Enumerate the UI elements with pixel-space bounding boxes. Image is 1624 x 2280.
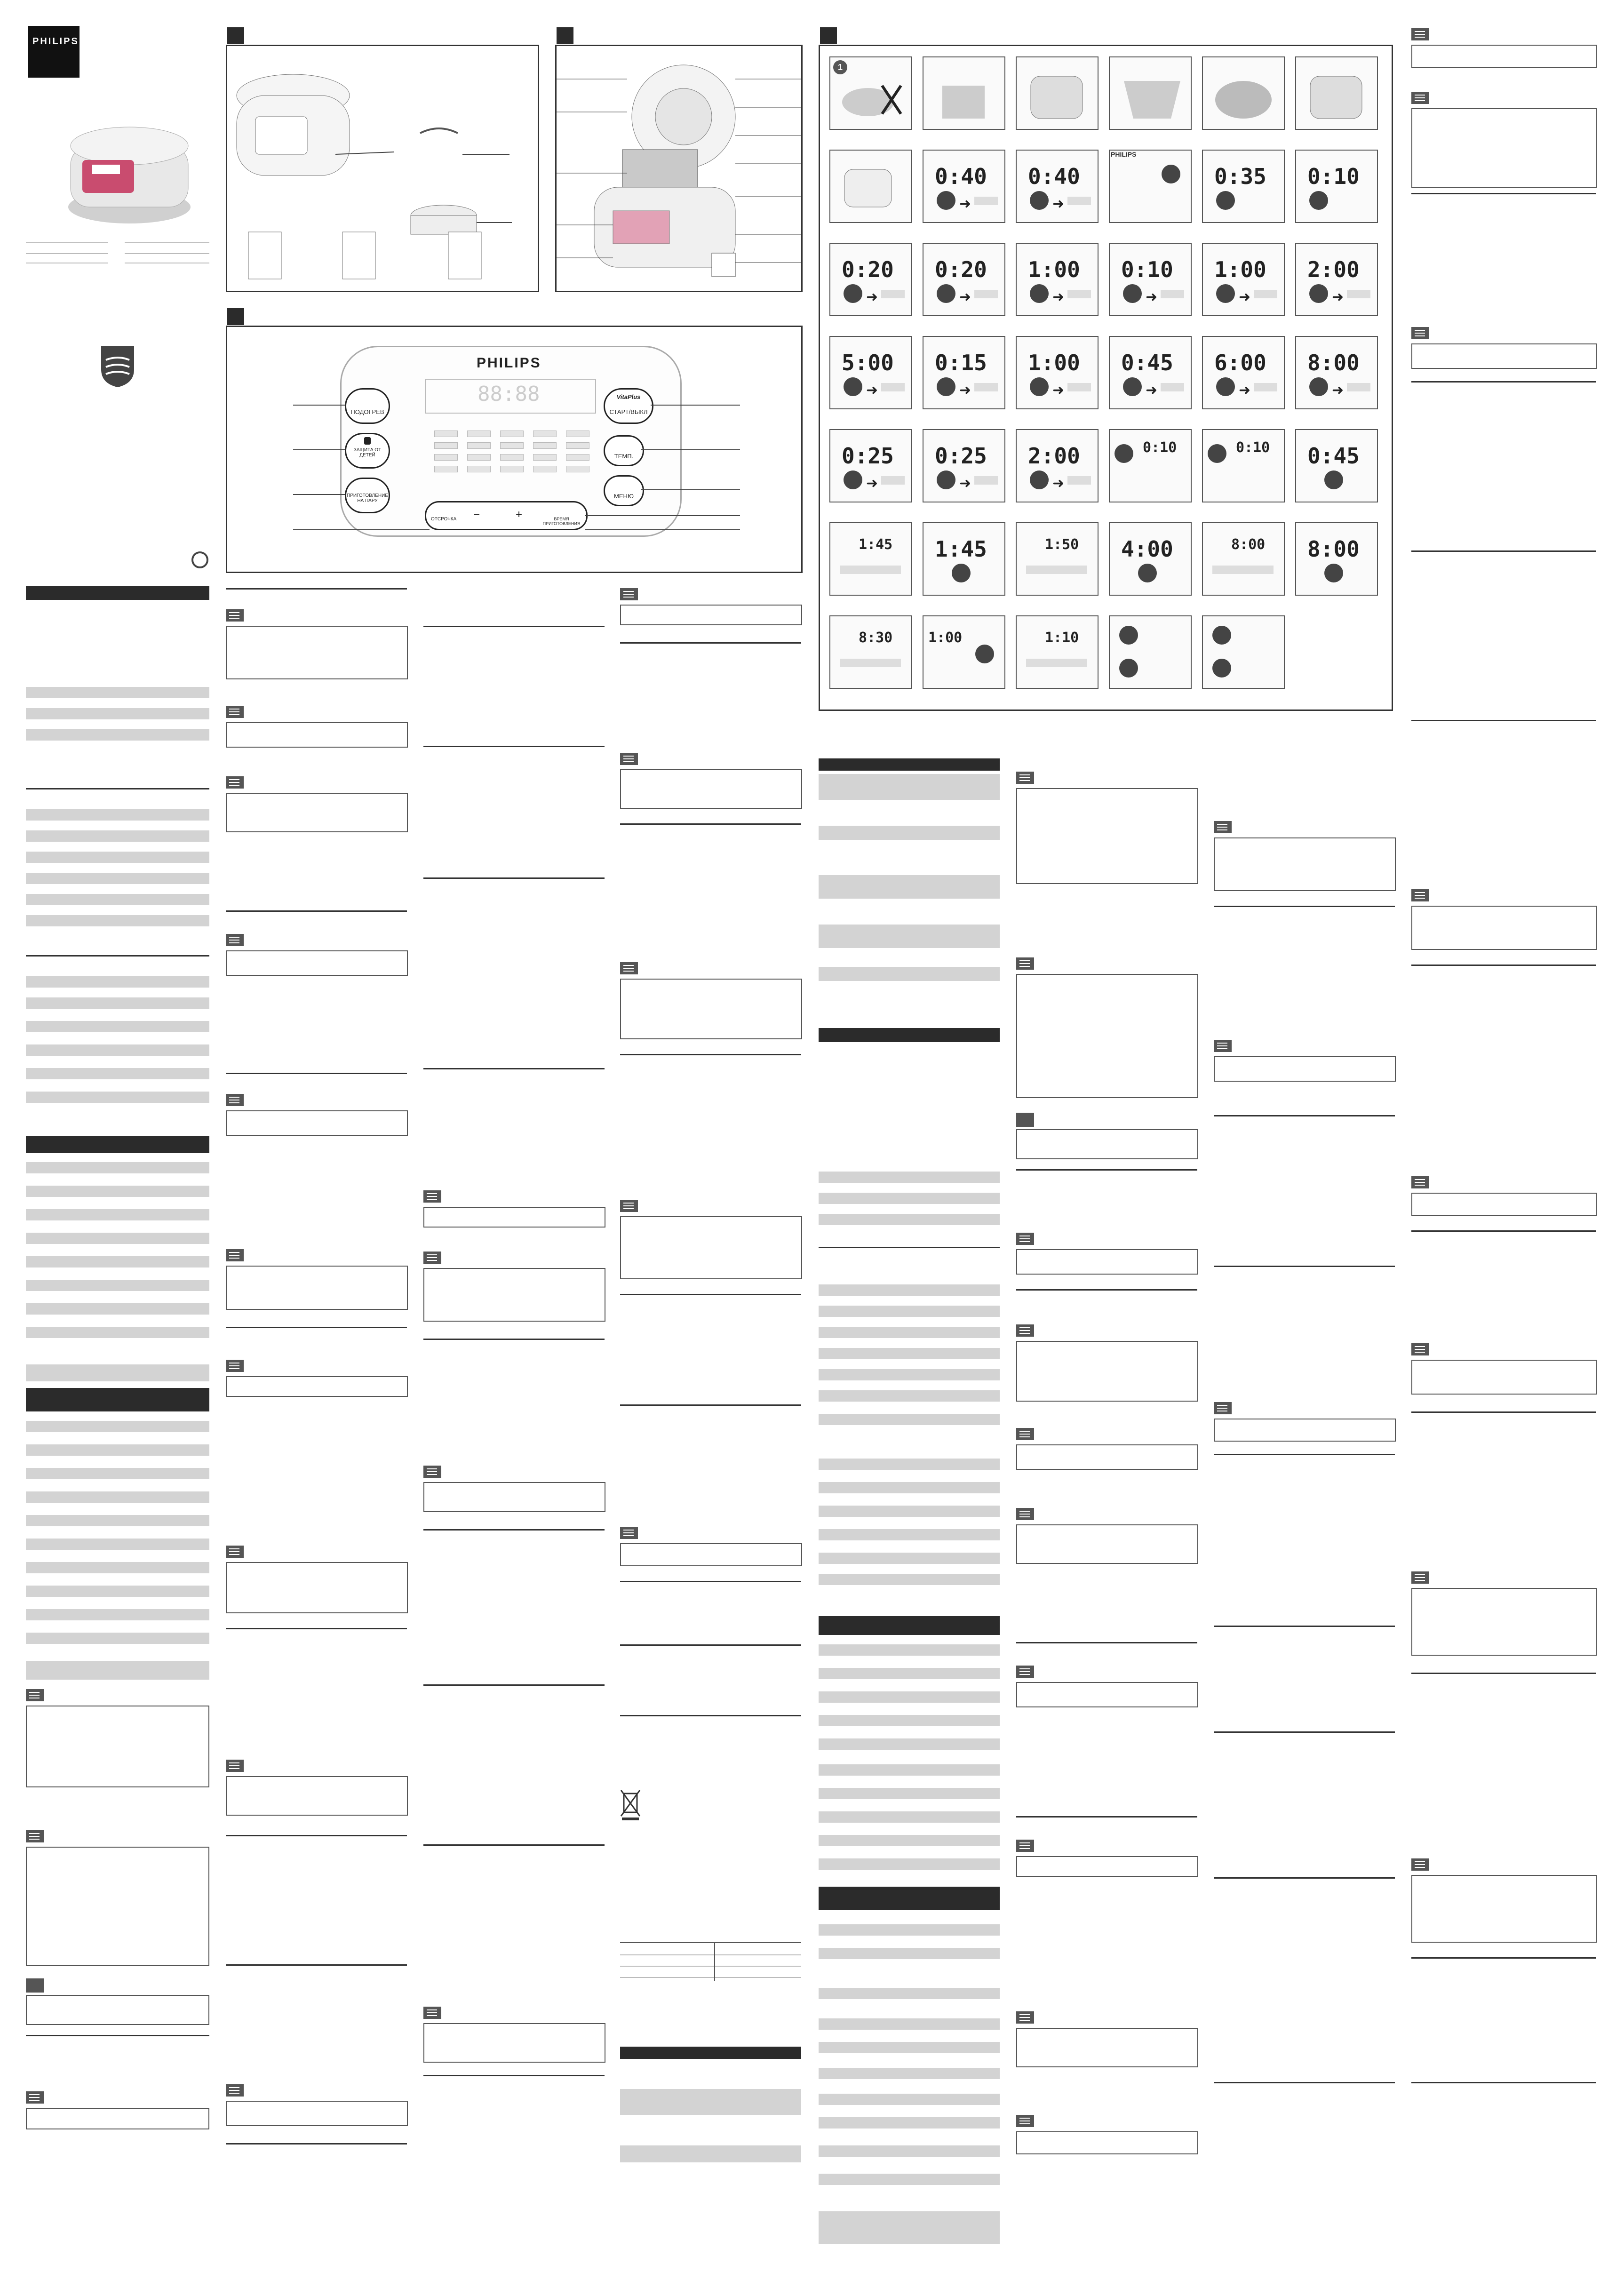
step-time: 5:00	[842, 350, 894, 375]
step-figure: 0:10 ➜	[1109, 243, 1192, 316]
steam-label: ПРИГОТОВЛЕНИЕ НА ПАРУ	[347, 493, 388, 503]
step-time: 1:00	[1028, 257, 1080, 282]
step-time: 1:00	[1214, 257, 1266, 282]
step-time: 4:00	[1121, 536, 1173, 562]
step-time: 0:40	[1028, 164, 1080, 189]
cover-column	[26, 0, 209, 2280]
step-time: 0:25	[935, 443, 987, 469]
step-time: 0:35	[1214, 164, 1266, 189]
snowflake-icon	[26, 1978, 44, 1993]
step-figure: 0:15 ➜	[923, 336, 1005, 409]
step-time: 0:45	[1307, 443, 1360, 469]
column-six	[1016, 0, 1197, 2280]
step-time: 1:00	[1028, 350, 1080, 375]
panel-brand: PHILIPS	[477, 355, 541, 371]
recycle-icon	[191, 550, 209, 569]
step-brand: PHILIPS	[1111, 151, 1137, 158]
step-time: 8:00	[1307, 350, 1360, 375]
step-time: 1:50	[1045, 536, 1079, 553]
step-time: 1:10	[1045, 630, 1079, 646]
step-time: 0:10	[1307, 164, 1360, 189]
panel-display-digits: 88:88	[478, 382, 540, 406]
step-figure: 0:45 ➜	[1109, 336, 1192, 409]
warm-label: ПОДОГРЕВ	[350, 408, 384, 415]
delay-label: ОТСРОЧКА	[431, 517, 457, 522]
vitaplus-logo: VitaPlus	[616, 393, 641, 400]
step-figure: 0:40 ➜	[1016, 150, 1099, 223]
minus-button[interactable]: −	[473, 508, 480, 521]
step-figure: 1:00 ➜	[1202, 243, 1285, 316]
step-time: 0:45	[1121, 350, 1173, 375]
menu-label: МЕНЮ	[613, 493, 634, 500]
step-time: 0:20	[935, 257, 987, 282]
plus-button[interactable]: +	[516, 508, 523, 521]
column-eight	[1411, 0, 1596, 2280]
spec-table	[620, 1942, 801, 1981]
step-time: 0:10	[1236, 439, 1270, 456]
step-time: 0:20	[842, 257, 894, 282]
step-time: 0:10	[1121, 257, 1173, 282]
step-figure: 0:25 ➜	[923, 429, 1005, 502]
column-two	[226, 0, 407, 2280]
step-time: 0:10	[1143, 439, 1177, 456]
step-time: 1:00	[928, 630, 963, 646]
step-figure: 0:20 ➜	[829, 243, 912, 316]
temp-label: ТЕМП.	[614, 453, 634, 460]
step-figure: 5:00 ➜	[829, 336, 912, 409]
step-time: 2:00	[1028, 443, 1080, 469]
step-figure: 0:40 ➜	[923, 150, 1005, 223]
philips-shield-logo	[96, 341, 139, 388]
step-figure: 8:00 ➜	[1295, 336, 1378, 409]
column-four	[620, 0, 801, 2280]
step-figure: 2:00 ➜	[1016, 429, 1099, 502]
step-time: 6:00	[1214, 350, 1266, 375]
step-figure: 1:00 ➜	[1016, 336, 1099, 409]
step-number: 1	[833, 60, 847, 74]
step-figure: 1:00 ➜	[1016, 243, 1099, 316]
step-time: 0:25	[842, 443, 894, 469]
column-three	[423, 0, 605, 2280]
step-time: 8:00	[1231, 536, 1266, 553]
snowflake-icon	[1016, 1113, 1034, 1127]
step-figure: 0:25 ➜	[829, 429, 912, 502]
step-time: 0:15	[935, 350, 987, 375]
step-time: 2:00	[1307, 257, 1360, 282]
step-time: 1:45	[859, 536, 893, 553]
step-time: 1:45	[935, 536, 987, 562]
step-figure: 6:00 ➜	[1202, 336, 1285, 409]
product-photo	[59, 118, 200, 226]
cook-time-label: ВРЕМЯ ПРИГОТОВЛЕНИЯ	[542, 517, 581, 526]
philips-cover-logo	[28, 26, 80, 78]
column-five	[819, 0, 1000, 2280]
step-figure: 0:20 ➜	[923, 243, 1005, 316]
column-seven	[1214, 0, 1395, 2280]
weee-bin-icon	[620, 1788, 641, 1821]
step-time: 8:00	[1307, 536, 1360, 562]
step-time: 0:40	[935, 164, 987, 189]
cover-brand-text: PHILIPS	[32, 36, 79, 47]
step-time: 8:30	[859, 630, 893, 646]
step-figure: 2:00 ➜	[1295, 243, 1378, 316]
child-lock-label: ЗАЩИТА ОТ ДЕТЕЙ	[353, 447, 382, 458]
start-off-label: СТАРТ/ВЫКЛ	[609, 408, 648, 415]
